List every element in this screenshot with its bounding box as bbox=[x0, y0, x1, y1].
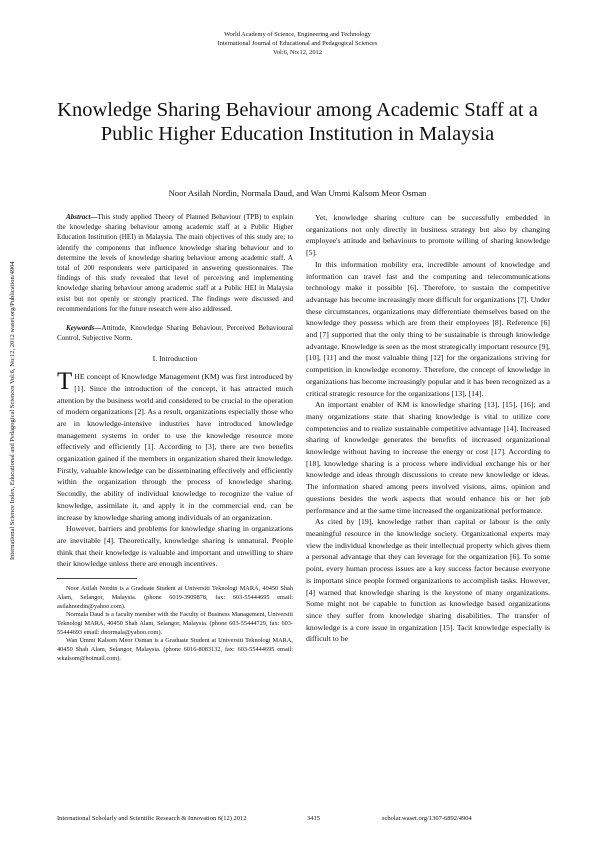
drop-cap: T bbox=[57, 368, 73, 396]
journal-header bbox=[0, 30, 595, 57]
abstract: Abstract—This study applied Theory of Planned Behaviour (TPB) to explain the knowledge sharing behaviour among academic staff at a Public Higher Education Institution (HEI) in Malaysia. The main objectives of this study are; to identify the components that influence knowledge sharing behaviour and to determine the levels of knowledge sharing behaviour among academic staff. A total of 200 respondents were participated in answering questionnaires. The findings of this study revealed that level of perceiving and implementing knowledge sharing behaviour among academic staff at a Public HEI in Malaysia exist but not openly or strongly practiced. The findings were discussed and recommendations for the future research were also addressed. bbox=[57, 213, 293, 313]
right-paragraph-1: Yet, knowledge sharing culture can be successfully embedded in organizations not only directly in business strategy but also by changing employee's attitude and behaviours to promote willing of sharing knowledge [5]. bbox=[306, 213, 550, 258]
paper-title: Knowledge Sharing Behaviour among Academic Staff at a Public Higher Education Institution in Malaysia bbox=[57, 99, 538, 145]
footnote-author-3: Wan Ummi Kalsom Meor Osman is a Graduate Student at Universiti Teknologi MARA, 40450 Shah Alam, Selangor, Malaysia. (phone 6016-8083132, fax: 603-55444695 email: wkalsom@hotmail.com). bbox=[57, 637, 293, 662]
footnotes bbox=[57, 585, 293, 663]
right-paragraph-3: An important enabler of KM is knowledge sharing [13], [15], [16]; and many organizations state that sharing knowledge is vital to utilize core competencies and to realize sustainable competitive advantage [14]. Increased sharing of knowledge generates the benefits of increased organizational knowledge without having to increase the energy or cost [17]. According to [18], knowledge sharing is a process where individual exchange his or her knowledge and ideas through discussions to create new knowledge or ideas. The information shared among peers involved visions, aims, opinion and questions besides the work aspects that would enhance his or her job performance and at the same time increased the organizational performance. bbox=[306, 400, 550, 515]
left-column bbox=[57, 212, 293, 663]
footer-page-number: 3415 bbox=[307, 815, 320, 822]
section-heading-introduction: I. Introduction bbox=[152, 354, 198, 364]
intro-paragraph-2: However, barriers and problems for knowledge sharing in organizations are inevitable [4]. Theoretically, knowledge sharing is unnatural. People think that their knowledge is valuable and important and unwilling to share their knowledge unless there are enough incentives. bbox=[57, 524, 293, 569]
header-line-1: World Academy of Science, Engineering and Technology bbox=[224, 31, 371, 38]
abstract-text: This study applied Theory of Planned Behaviour (TPB) to explain the knowledge sharing behaviour among academic staff at a Public Higher Education Institution (HEI) in Malaysia. The main objectives of this study are; to identify the components that influence knowledge sharing behaviour and to determine the levels of knowledge sharing behaviour among academic staff. A total of 200 respondents were participated in answering questionnaires. The findings of this study revealed that level of perceiving and implementing knowledge sharing behaviour among academic staff at a Public HEI in Malaysia exist but not openly or strongly practiced. The findings were discussed and recommendations for the future research were also addressed. bbox=[57, 213, 293, 313]
footnote-rule bbox=[57, 578, 137, 579]
footer-url[interactable]: scholar.waset.org/1307-6892/4904 bbox=[382, 815, 472, 822]
paper-authors: Noor Asilah Nordin, Normala Daud, and Wan Ummi Kalsom Meor Osman bbox=[168, 188, 427, 198]
right-paragraph-4: As cited by [19], knowledge rather than capital or labour is the only meaningful resource in the knowledge society. Organizational experts may view the individual knowledge as their intellectual property which gives them a personal advantage that they can leverage for the organization [6]. To some point, every human process issues are a key success factor because everyone is important since people formed organizations to accomplish tasks. However, [4] warned that knowledge sharing is the keystone of many organizations. Some might not be capable to function as knowledge based organizations since they suffer from knowledge sharing disabilities. The transfer of knowledge is a core issue in organization [15]. Tacit knowledge especially is difficult to be bbox=[306, 517, 550, 644]
sidebar-index-text: International Science Index, Educational and Pedagogical Sciences Vol:6, No:12, 2012 waset.org/Publication/4904 bbox=[9, 261, 16, 560]
intro-paragraph-1-text: HE concept of Knowledge Management (KM) was first introduced by [1]. Since the introduction of the concept, it has attracted much attention by the business world and considered to be crucial to the operation of modern organizations [2]. As a result, organizations especially those who are in knowledge-intensive industries have introduced knowledge management systems in order to use the knowledge resource more effectively and efficiently [1]. According to [3], there are two benefits organization gained if the members in organization shared their knowledge. Firstly, valuable knowledge can be disseminating effectively and efficiently within the organization through the process of knowledge sharing. Secondly, the ability of individual knowledge to recognize the value of knowledge, assimilate it, and apply it in the commercial end, can be increase by knowledge sharing among individuals of an organization. bbox=[57, 372, 293, 522]
footnote-author-1: Noor Asilah Nordin is a Graduate Student at Universiti Teknologi MARA, 40450 Shah Alam, Selangor, Malaysia. (phone 6019-3909878, fax: 603-55444695 email: asilahnordin@yahoo.com). bbox=[57, 585, 293, 610]
footnote-author-2: Normala Daud is a faculty member with the Faculty of Business Management, Universiti Teknologi MARA, 40450 Shah Alam, Selangor, Malaysia. (phone 603-55444729, fax: 603-55444693 email: dnormala@yahoo.com). bbox=[57, 611, 293, 636]
keywords-label: Keywords bbox=[66, 324, 95, 333]
right-column bbox=[306, 212, 550, 645]
header-line-2: International Journal of Educational and Pedagogical Sciences bbox=[217, 40, 378, 47]
keywords: Keywords—Attitude, Knowledge Sharing Behaviour, Perceived Behavioural Control, Subjective Norm. bbox=[57, 324, 293, 343]
keywords-text: Attitude, Knowledge Sharing Behaviour, Perceived Behavioural Control, Subjective Norm. bbox=[57, 324, 293, 343]
header-line-3: Vol:6, No:12, 2012 bbox=[273, 49, 322, 56]
intro-paragraph-1 bbox=[57, 368, 293, 523]
footer-publisher: International Scholarly and Scientific Research & Innovation 6(12) 2012 bbox=[57, 815, 247, 822]
right-paragraph-2: In this information mobility era, incredible amount of knowledge and information can travel fast and the computing and telecommunications technology make it possible [6]. Therefore, to sustain the competitive advantage has become increasingly more difficult for organizations [7]. Under these circumstances, organizations may differentiate themselves based on the knowledge they possess which are from their employees [8]. Reference [6] and [7] supported that the only thing to be sustainable is through knowledge advantage. Knowledge is seen as the most strategically important resource [9], [10], [11] and the most valuable thing [12] for the organizations striving for competition in knowledge economy. Therefore, the concept of knowledge in organizations has become increasingly popular and it has been recognized as a critical strategic resource for the organizations [13], [14]. bbox=[306, 259, 550, 398]
abstract-label: Abstract bbox=[66, 213, 91, 221]
